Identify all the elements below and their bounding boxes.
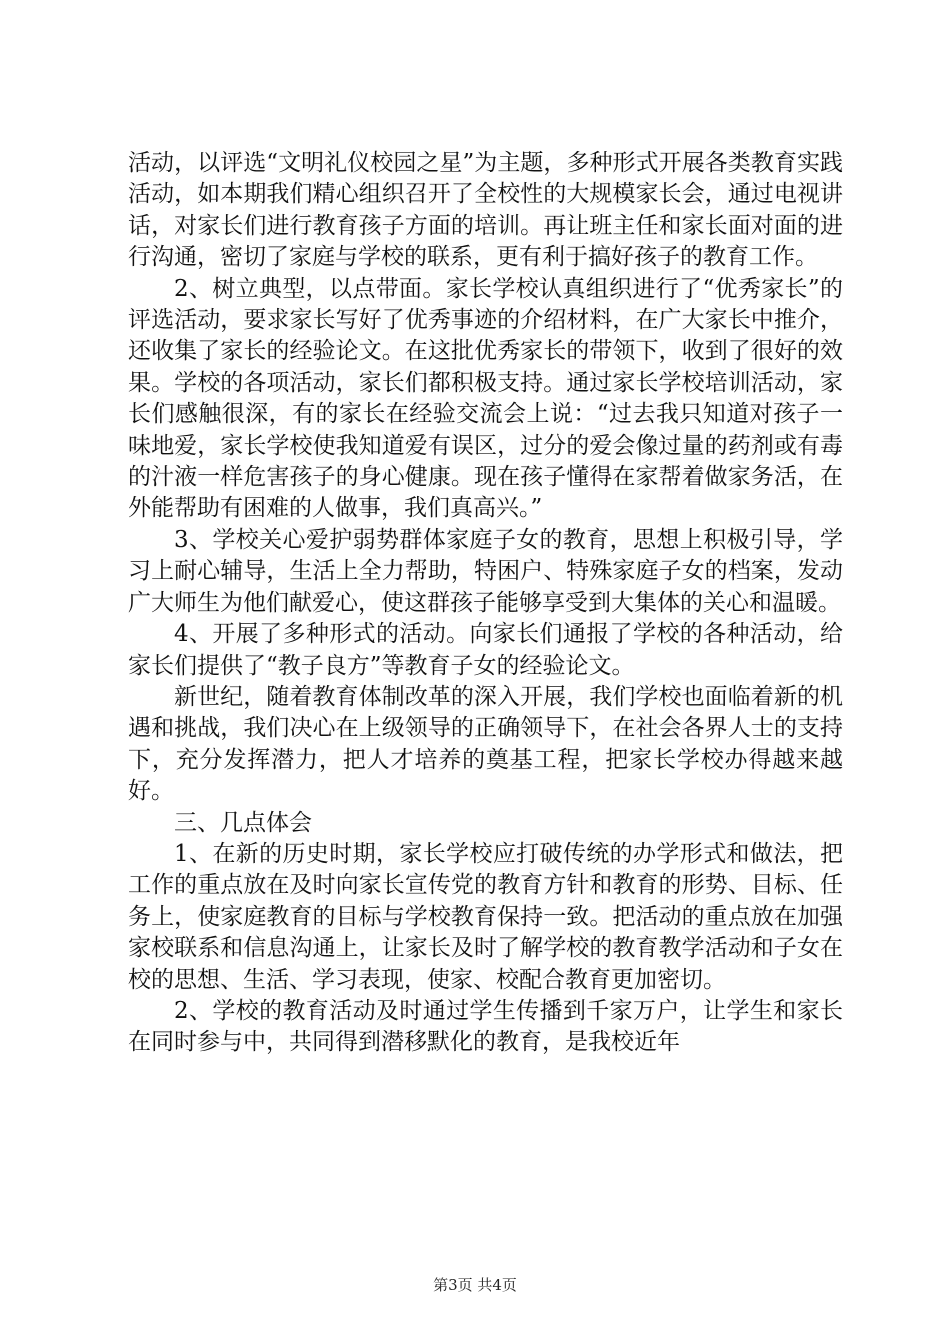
paragraph-1: 活动，以评选“文明礼仪校园之星”为主题，多种形式开展各类教育实践活动，如本期我们精心组织召开了全校性的大规模家长会，通过电视讲话，对家长们进行教育孩子方面的培训。再让班主任和家长面对面的进行沟通，密切了家庭与学校的联系，更有利于搞好孩子的教育工作。 [128, 150, 843, 271]
paragraph-6: 1、在新的历史时期，家长学校应打破传统的办学形式和做法，把工作的重点放在及时向家长宣传党的教育方针和教育的形势、目标、任务上，使家庭教育的目标与学校教育保持一致。把活动的重点放在加强家校联系和信息沟通上，让家长及时了解学校的教育教学活动和子女在校的思想、生活、学习表现，使家、校配合教育更加密切。 [128, 840, 843, 993]
paragraph-3: 3、学校关心爱护弱势群体家庭子女的教育，思想上积极引导，学习上耐心辅导，生活上全力帮助，特困户、特殊家庭子女的档案，发动广大师生为他们献爱心，使这群孩子能够享受到大集体的关心和温暖。 [128, 526, 843, 616]
paragraph-2: 2、树立典型，以点带面。家长学校认真组织进行了“优秀家长”的评选活动，要求家长写好了优秀事迹的介绍材料，在广大家长中推介，还收集了家长的经验论文。在这批优秀家长的带领下，收到了很好的效果。学校的各项活动，家长们都积极支持。通过家长学校培训活动，家长们感触很深，有的家长在经验交流会上说：“过去我只知道对孩子一味地爱，家长学校使我知道爱有误区，过分的爱会像过量的药剂或有毒的汁液一样危害孩子的身心健康。现在孩子懂得在家帮着做家务活，在外能帮助有困难的人做事，我们真高兴。” [128, 275, 843, 522]
paragraph-4: 4、开展了多种形式的活动。向家长们通报了学校的各种活动，给家长们提供了“教子良方”等教育子女的经验论文。 [128, 621, 843, 679]
section-heading: 三、几点体会 [174, 809, 312, 836]
document-body [128, 148, 843, 1059]
paragraph-7: 2、学校的教育活动及时通过学生传播到千家万户，让学生和家长在同时参与中，共同得到潜移默化的教育，是我校近年 [128, 997, 843, 1056]
page-footer: 第3页 共4页 [433, 1276, 517, 1294]
paragraph-5: 新世纪，随着教育体制改革的深入开展，我们学校也面临着新的机遇和挑战，我们决心在上级领导的正确领导下，在社会各界人士的支持下，充分发挥潜力，把人才培养的奠基工程，把家长学校办得越来越好。 [128, 683, 843, 805]
